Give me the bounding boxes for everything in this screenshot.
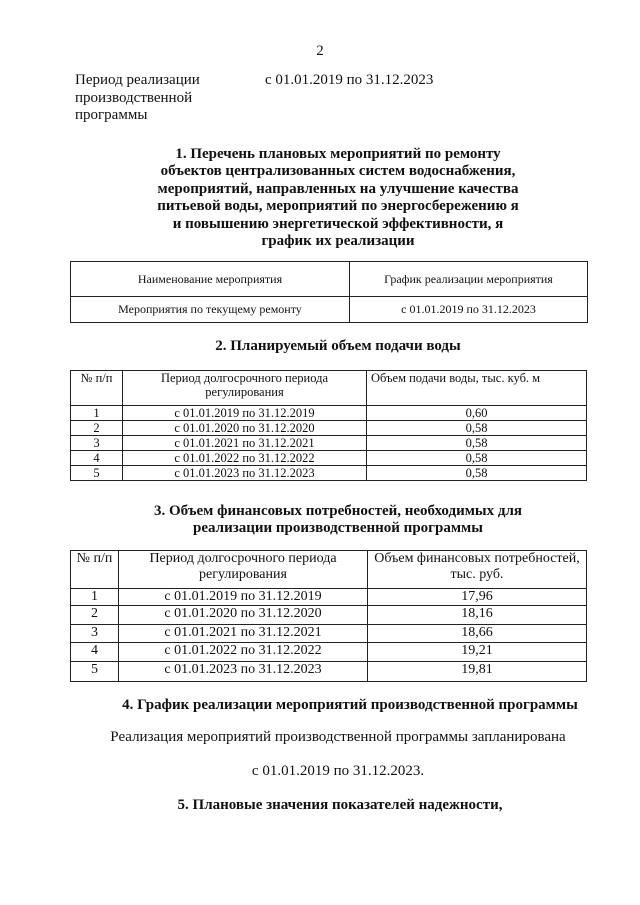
section5-title: 5. Плановые значения показателей надежности,: [177, 797, 503, 813]
cell: 2: [71, 421, 123, 436]
section4-dates: с 01.01.2019 по 31.12.2023.: [251, 763, 425, 779]
title-line: и повышению энергетической эффективности, я: [172, 215, 504, 232]
period-label: [75, 72, 225, 125]
table-row: [71, 643, 587, 662]
cell: с 01.01.2019 по 31.12.2019: [119, 589, 368, 606]
cell: 0,58: [367, 466, 587, 481]
table-row: [71, 662, 587, 682]
page-number: 2: [316, 43, 324, 59]
header-cell: График реализации мероприятия: [350, 262, 588, 297]
cell: 2: [71, 606, 119, 625]
table-row: [71, 436, 587, 451]
activities-table: [70, 261, 588, 323]
cell: 1: [71, 589, 119, 606]
cell: с 01.01.2019 по 31.12.2023: [350, 297, 588, 323]
table-header-row: [71, 371, 587, 406]
header-cell: Объем подачи воды, тыс. куб. м: [367, 371, 587, 406]
section4-title: 4. График реализации мероприятий производственной программы: [122, 697, 578, 713]
title-line: график их реализации: [261, 233, 415, 250]
table-row: [71, 466, 587, 481]
period-label-line: программы: [75, 107, 148, 123]
title-line: 1. Перечень плановых мероприятий по ремонту: [175, 146, 501, 162]
cell: 4: [71, 643, 119, 662]
period-label-line: производственной: [75, 89, 193, 106]
cell: с 01.01.2022 по 31.12.2022: [119, 643, 368, 662]
cell: с 01.01.2019 по 31.12.2019: [123, 406, 367, 421]
table-row: [71, 625, 587, 643]
cell: с 01.01.2020 по 31.12.2020: [123, 421, 367, 436]
header-cell: Наименование мероприятия: [71, 262, 350, 297]
table-row: [71, 606, 587, 625]
cell: 19,21: [368, 643, 587, 662]
cell: 5: [71, 466, 123, 481]
cell: Мероприятия по текущему ремонту: [71, 297, 350, 323]
header-cell: Объем финансовых потребностей, тыс. руб.: [368, 551, 587, 589]
cell: 0,58: [367, 436, 587, 451]
cell: 3: [71, 625, 119, 643]
table-header-row: [71, 551, 587, 589]
header-cell: Период долгосрочного периода регулирования: [119, 551, 368, 589]
cell: 0,60: [367, 406, 587, 421]
table-row: [71, 589, 587, 606]
cell: с 01.01.2021 по 31.12.2021: [119, 625, 368, 643]
cell: 18,16: [368, 606, 587, 625]
cell: с 01.01.2023 по 31.12.2023: [123, 466, 367, 481]
cell: с 01.01.2023 по 31.12.2023: [119, 662, 368, 682]
cell: 4: [71, 451, 123, 466]
title-line: объектов централизованных систем водоснабжения,: [160, 163, 516, 180]
financial-needs-table: [70, 550, 587, 682]
cell: 1: [71, 406, 123, 421]
header-cell: № п/п: [71, 551, 119, 589]
table-row: [71, 297, 588, 323]
cell: 0,58: [367, 451, 587, 466]
cell: с 01.01.2021 по 31.12.2021: [123, 436, 367, 451]
cell: 5: [71, 662, 119, 682]
title-line: 3. Объем финансовых потребностей, необходимых для: [153, 503, 523, 519]
header-cell: № п/п: [71, 371, 123, 406]
cell: 19,81: [368, 662, 587, 682]
section3-title: [60, 503, 616, 538]
title-line: мероприятий, направленных на улучшение качества: [157, 180, 519, 197]
cell: 0,58: [367, 421, 587, 436]
table-header-row: [71, 262, 588, 297]
table-row: [71, 451, 587, 466]
table-row: [71, 421, 587, 436]
section4-text: Реализация мероприятий производственной программы запланирована: [110, 729, 566, 745]
section1-title: [60, 146, 616, 250]
cell: 3: [71, 436, 123, 451]
section2-title: 2. Планируемый объем подачи воды: [215, 338, 461, 354]
cell: с 01.01.2022 по 31.12.2022: [123, 451, 367, 466]
title-line: реализации производственной программы: [193, 520, 483, 537]
cell: 18,66: [368, 625, 587, 643]
cell: с 01.01.2020 по 31.12.2020: [119, 606, 368, 625]
title-line: питьевой воды, мероприятий по энергосбережению я: [157, 198, 519, 215]
period-value: с 01.01.2019 по 31.12.2023: [265, 72, 434, 88]
header-cell: Период долгосрочного периода регулирования: [123, 371, 367, 406]
table-row: [71, 406, 587, 421]
water-volume-table: [70, 370, 587, 481]
period-label-line: Период реализации: [75, 72, 200, 88]
cell: 17,96: [368, 589, 587, 606]
